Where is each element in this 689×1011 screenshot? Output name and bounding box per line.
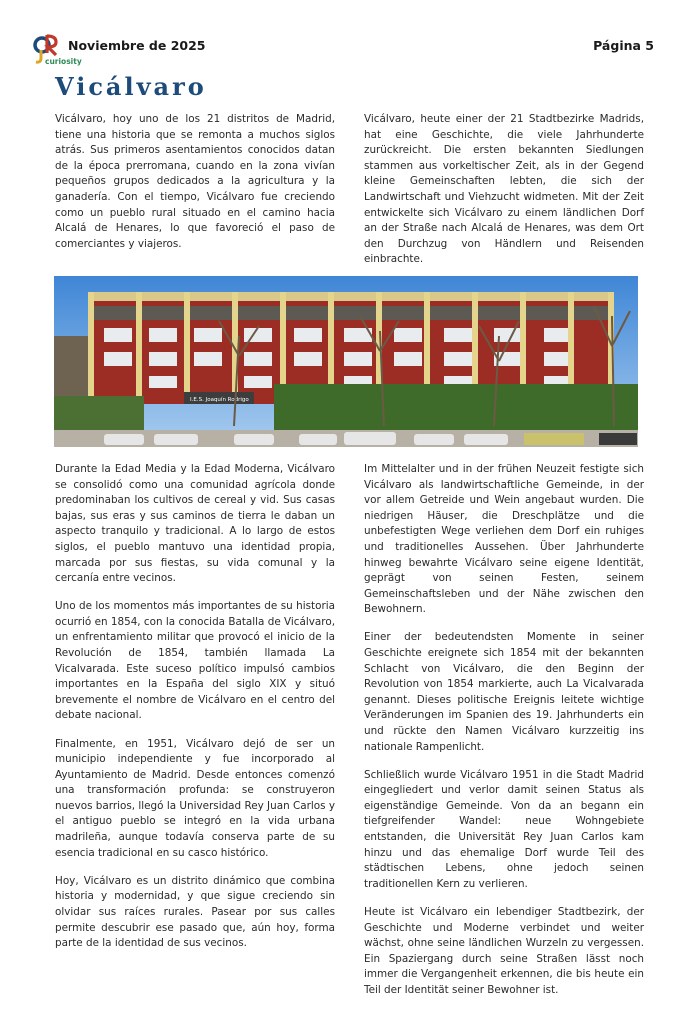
building-illustration (54, 276, 638, 447)
de-paragraph-2: Im Mittelalter und in der frühen Neuzeit festigte sich Vicálvaro als landwirtschaftliche Gemeinde, in der vor allem Getreide und Wein angebaut wurden. Die niedrigen Häuser, die Dreschplätze und die unbefestigten Wege verliehen dem Dorf ein ruhiges und traditionelles Aussehen. Über Jahrhunderte hinweg bewahrte Vicálvaro seine eigene Identität, geprägt von seinen Festen, seinem Gemeinschaftsleben und der Nähe zwischen den Bewohnern. (364, 463, 644, 616)
curiosity-logo (32, 33, 82, 66)
es-paragraph-4: Finalmente, en 1951, Vicálvaro dejó de ser un municipio independiente y fue incorporado al Ayuntamiento de Madrid. Desde entonces comenzó una transformación profunda: se construyeron nuevos barrios, llegó la Universidad Rey Juan Carlos y el antiguo pueblo se integró en la vida urbana madrileña, aunque todavía conserva parte de su esencia tradicional en su casco histórico. (55, 737, 335, 859)
school-sign: I.E.S. Joaquín Rodrigo (190, 397, 249, 403)
page-header (32, 33, 654, 65)
de-paragraph-3: Einer der bedeutendsten Momente in seiner Geschichte ereignete sich 1854 mit der bekannten Schlacht von Vicálvaro, die den Beginn der Revolution von 1854 markierte, auch La Vicalvarada genannt. Dieses politische Ereignis leitete wichtige Veränderungen im Spanien des 19. Jahrhunderts ein und rückte den Namen Vicálvaro kurzzeitig ins nationale Rampenlicht. (364, 631, 644, 753)
de-paragraph-5: Heute ist Vicálvaro ein lebendiger Stadtbezirk, der Geschichte und Moderne verbindet und weiter wächst, ohne seine ländlichen Wurzeln zu vergessen. Ein Spaziergang durch seine Straßen lässt noch immer die Vergangenheit erkennen, die bis heute ein Teil der Identität seiner Bewohner ist. (364, 905, 644, 996)
german-main-column (364, 462, 644, 1011)
es-paragraph-5: Hoy, Vicálvaro es un distrito dinámico que combina historia y modernidad, y que sigue creciendo sin olvidar sus raíces rurales. Pasear por sus calles permite descubrir ese pasado que, aún hoy, forma parte de la identidad de sus vecinos. (55, 874, 335, 950)
es-paragraph-2: Durante la Edad Media y la Edad Moderna, Vicálvaro se consolidó como una comunidad agrícola donde predominaban los cultivos de cereal y vid. Sus casas bajas, sus eras y sus caminos de tierra le daban un aspecto tranquilo y tradicional. A lo largo de estos siglos, el pueblo mantuvo una identidad propia, marcada por sus fiestas, su vida comunal y la cercanía entre vecinos. (55, 463, 335, 585)
article-title: Vicálvaro (55, 72, 207, 101)
de-paragraph-4: Schließlich wurde Vicálvaro 1951 in die Stadt Madrid eingegliedert und verlor damit seinen Status als eigenständige Gemeinde. Von da an begann ein tiefgreifender Wandel: neue Wohngebiete entstanden, die Universität Rey Juan Carlos kam hinzu und das ehemalige Dorf wurde Teil des städtischen Lebens, ohne jedoch seinen traditionellen Kern zu verlieren. (364, 768, 644, 890)
es-paragraph-3: Uno de los momentos más importantes de su historia ocurrió en 1854, con la conocida Batalla de Vicálvaro, un enfrentamiento militar que provocó el inicio de la Revolución de 1854, también llamada La Vicalvarada. Este suceso político impulsó cambios importantes en la España del siglo XIX y situó brevemente el nombre de Vicálvaro en el centro del debate nacional. (55, 600, 335, 722)
es-paragraph-1: Vicálvaro, hoy uno de los 21 distritos de Madrid, tiene una historia que se remonta a muchos siglos atrás. Sus primeros asentamientos conocidos datan de la época prerromana, cuando en la zona vivían pequeños grupos dedicados a la agricultura y la ganadería. Con el tiempo, Vicálvaro fue creciendo como un pueblo rural situado en el camino hacia Alcalá de Henares, lo que favoreció el paso de comerciantes y viajeros. (55, 113, 335, 250)
issue-date: Noviembre de 2025 (68, 38, 206, 53)
de-paragraph-1: Vicálvaro, heute einer der 21 Stadtbezirke Madrids, hat eine Geschichte, die viele Jahrhunderte zurückreicht. Die ersten bekannten Siedlungen stammen aus vorkeltischer Zeit, als in der Gegend kleine Gemeinschaften lebten, die sich der Landwirtschaft und Viehzucht widmeten. Mit der Zeit entwickelte sich Vicálvaro zu einem ländlichen Dorf an der Straße nach Alcalá de Henares, was dem Ort den Durchzug von Händlern und Reisenden einbrachte. (364, 113, 644, 266)
spanish-intro-column (55, 112, 335, 265)
page-number: Página 5 (593, 38, 654, 53)
german-intro-column (364, 112, 644, 280)
spanish-main-column (55, 462, 335, 964)
building-photo (54, 276, 638, 447)
logo-wordmark: curiosity (45, 57, 82, 66)
